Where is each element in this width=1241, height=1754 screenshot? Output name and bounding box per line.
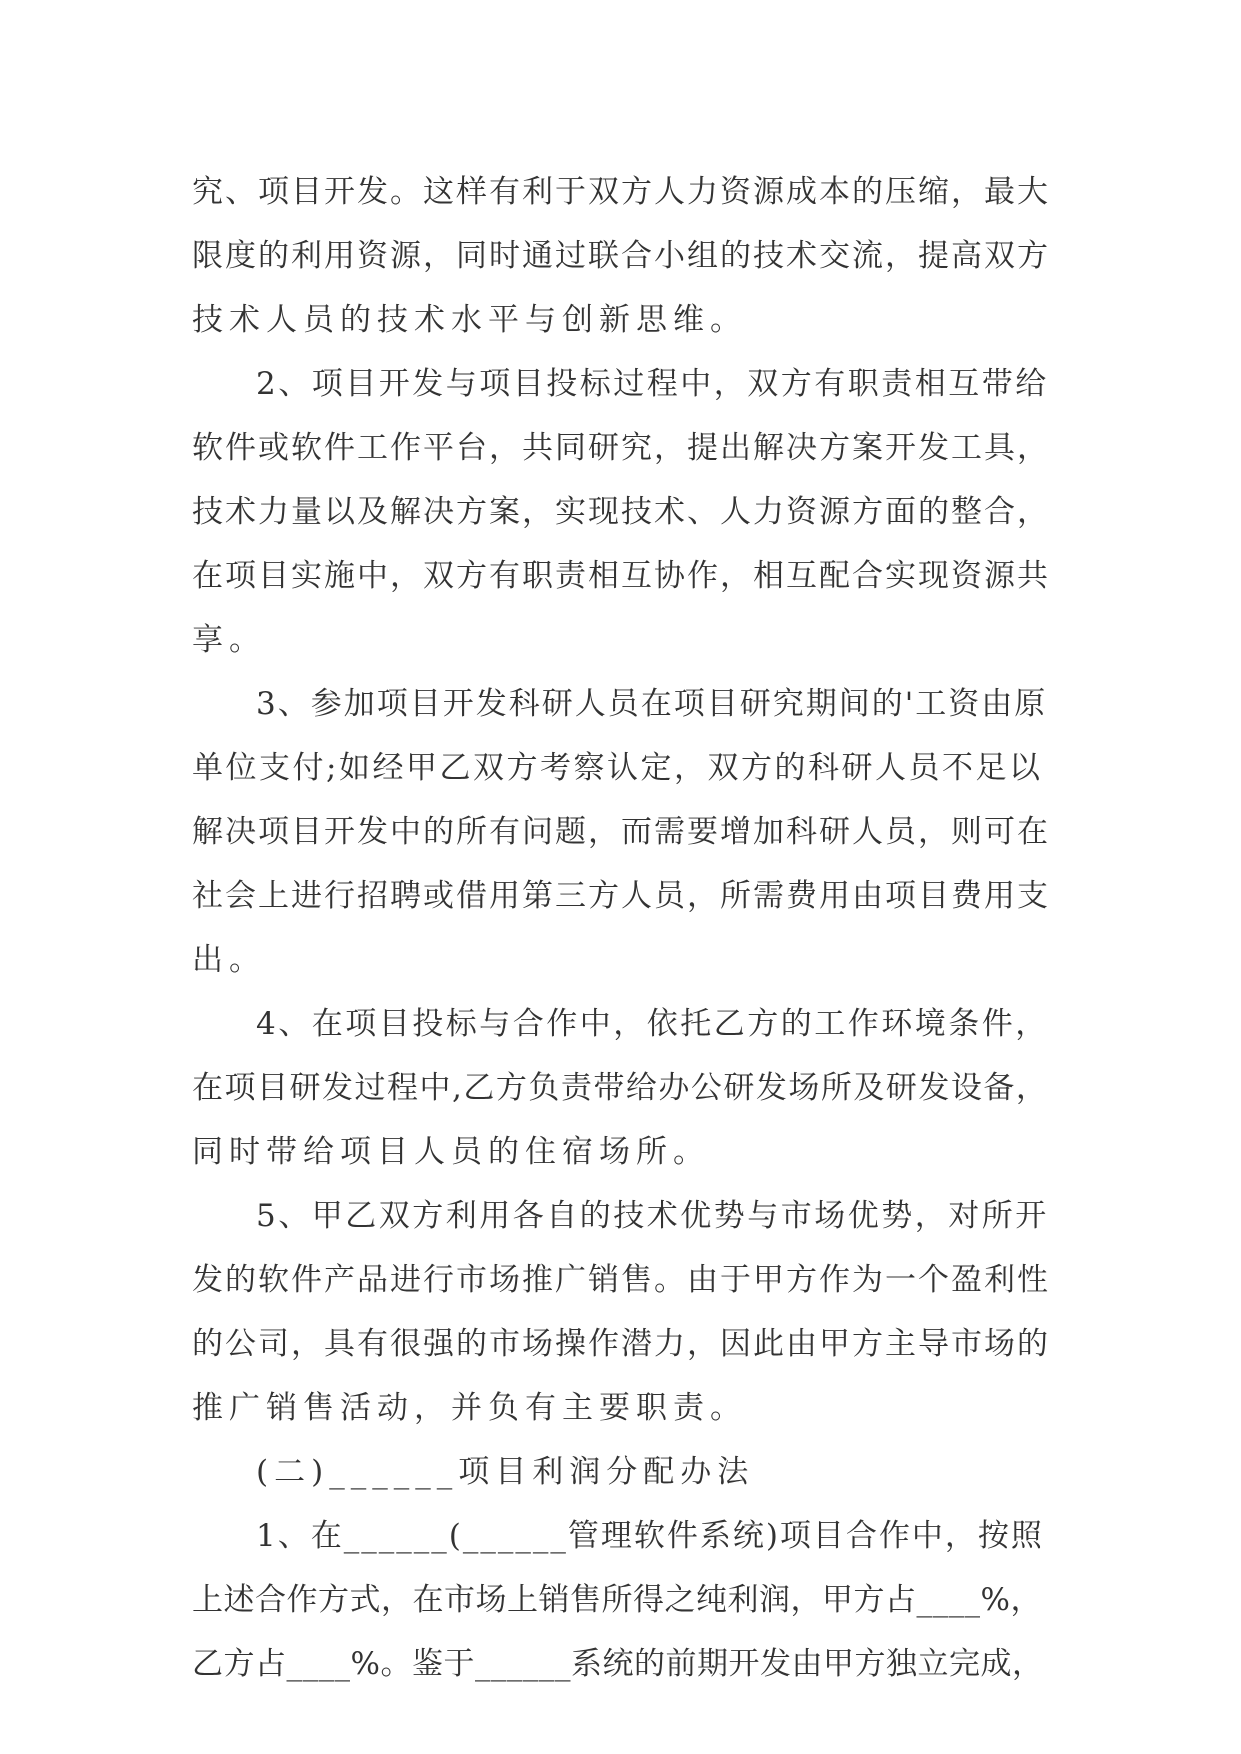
- paragraph-4-start: 4、在项目投标与合作中，依托乙方的工作环境条件，: [256, 1006, 1049, 1042]
- text-line: 限度的利用资源，同时通过联合小组的技术交流，提高双方: [192, 238, 1050, 274]
- text-line: 单位支付;如经甲乙双方考察认定，双方的科研人员不足以: [192, 750, 1043, 786]
- text-line: 同时带给项目人员的住宿场所。: [192, 1134, 710, 1170]
- text-line: 解决项目开发中的所有问题，而需要增加科研人员，则可在: [192, 814, 1050, 850]
- text-line: 技术人员的技术水平与创新思维。: [192, 302, 747, 338]
- text-line: 享。: [192, 622, 266, 658]
- text-line: 技术力量以及解决方案，实现技术、人力资源方面的整合，: [192, 494, 1050, 530]
- text-line: 上述合作方式，在市场上销售所得之纯利润，甲方占____%，: [192, 1582, 1042, 1618]
- text-line: 软件或软件工作平台，共同研究，提出解决方案开发工具，: [192, 430, 1050, 466]
- text-line: 发的软件产品进行市场推广销售。由于甲方作为一个盈利性: [192, 1262, 1050, 1298]
- paragraph-1-start: 1、在______(______管理软件系统)项目合作中，按照: [256, 1518, 1044, 1554]
- paragraph-3-start: 3、参加项目开发科研人员在项目研究期间的'工资由原: [256, 686, 1048, 722]
- text-line: 在项目实施中，双方有职责相互协作，相互配合实现资源共: [192, 558, 1050, 594]
- text-line: 出。: [192, 942, 266, 978]
- text-line: 在项目研发过程中,乙方负责带给办公研发场所及研发设备，: [192, 1070, 1049, 1106]
- text-line: 社会上进行招聘或借用第三方人员，所需费用由项目费用支: [192, 878, 1050, 914]
- text-line: 的公司，具有很强的市场操作潜力，因此由甲方主导市场的: [192, 1326, 1050, 1362]
- section-heading: (二)______项目利润分配办法: [256, 1454, 755, 1490]
- text-line: 乙方占____%。鉴于______系统的前期开发由甲方独立完成，: [192, 1646, 1044, 1682]
- paragraph-2-start: 2、项目开发与项目投标过程中，双方有职责相互带给: [256, 366, 1049, 402]
- paragraph-5-start: 5、甲乙双方利用各自的技术优势与市场优势，对所开: [256, 1198, 1049, 1234]
- text-line: 究、项目开发。这样有利于双方人力资源成本的压缩，最大: [192, 174, 1050, 210]
- text-line: 推广销售活动，并负有主要职责。: [192, 1390, 747, 1426]
- document-body: [192, 160, 1052, 1696]
